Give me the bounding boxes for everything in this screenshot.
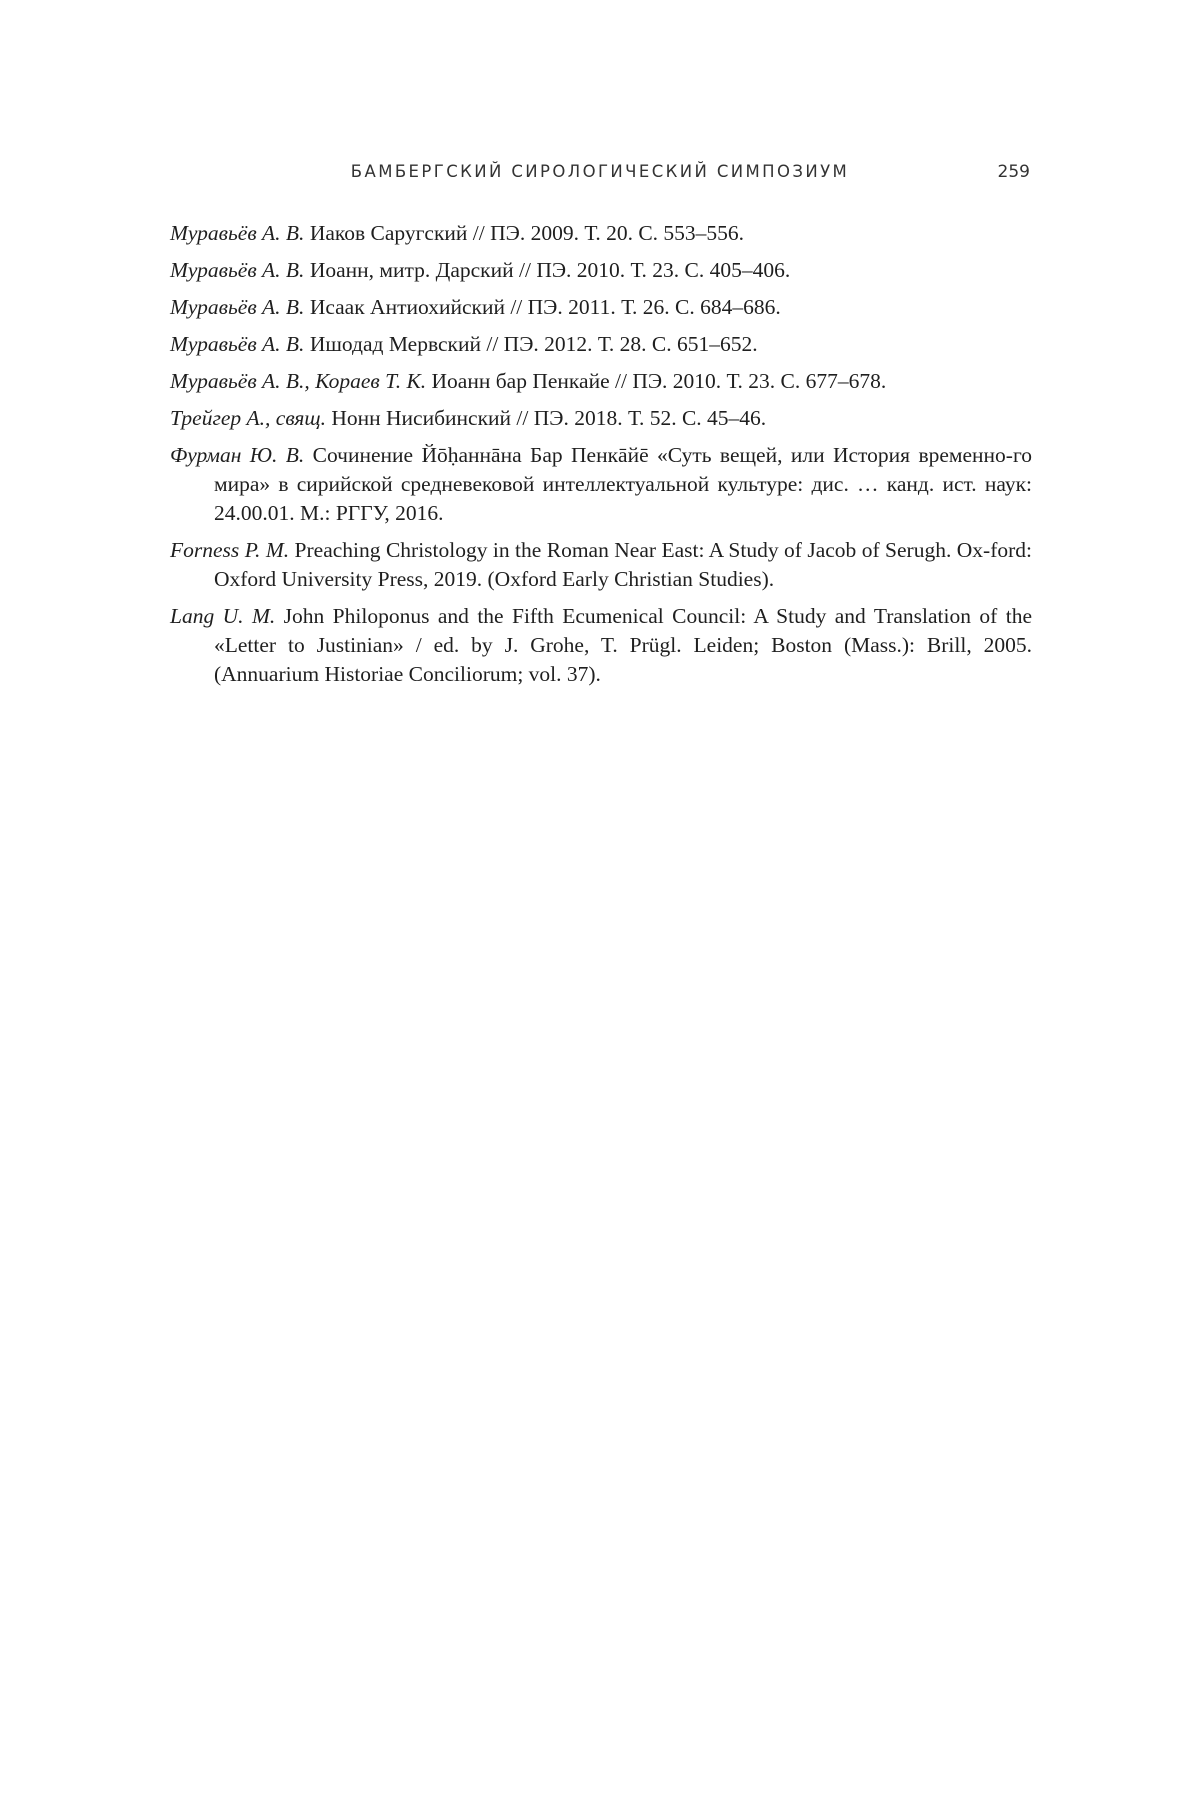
bibliography-entry [170,367,1032,396]
entry-text: Иоанн бар Пенкайе // ПЭ. 2010. Т. 23. С. 677–678. [426,369,887,393]
entry-text: Ишодад Мервский // ПЭ. 2012. Т. 28. С. 651–652. [304,332,758,356]
page-number: 259 [997,162,1030,182]
bibliography-entry [170,330,1032,359]
entry-text: Нонн Нисибинский // ПЭ. 2018. Т. 52. С. 45–46. [325,406,767,430]
entry-author: Lang U. M. [170,604,276,628]
bibliography-list [170,219,1032,697]
bibliography-entry [170,219,1032,248]
entry-author: Муравьёв А. В., Кораев Т. К. [170,369,427,393]
bibliography-entry [170,602,1032,689]
entry-author: Forness P. M. [170,538,290,562]
entry-author: Муравьёв А. В. [170,332,305,356]
bibliography-entry [170,441,1032,528]
entry-text: Preaching Christology in the Roman Near East: A Study of Jacob of Serugh. Ox-ford: Oxford University Press, 2019. (Oxford Early Christian Studies). [214,538,1032,591]
running-title: БАМБЕРГСКИЙ СИРОЛОГИЧЕСКИЙ СИМПОЗИУМ [350,162,850,181]
entry-author: Трейгер А., свящ. [170,406,326,430]
entry-text: Иаков Саругский // ПЭ. 2009. Т. 20. С. 553–556. [304,221,745,245]
entry-text: John Philoponus and the Fifth Ecumenical Council: A Study and Translation of the «Letter to Justinian» / ed. by J. Grohe, T. Prügl. Leiden; Boston (Mass.): Brill, 2005. (Annuarium Historiae Conciliorum; vol. 37). [214,604,1032,686]
entry-author: Муравьёв А. В. [170,258,305,282]
entry-text: Исаак Антиохийский // ПЭ. 2011. Т. 26. С. 684–686. [304,295,781,319]
bibliography-entry [170,256,1032,285]
entry-text: Сочинение Йōḥаннāна Бар Пенкāйē «Суть вещей, или История временно-го мира» в сирийской средневековой интеллектуальной культуре: дис. … канд. ист. наук: 24.00.01. М.: РГГУ, 2016. [214,443,1032,525]
entry-text: Иоанн, митр. Дарский // ПЭ. 2010. Т. 23. С. 405–406. [304,258,791,282]
entry-author: Муравьёв А. В. [170,295,305,319]
entry-author: Фурман Ю. В. [170,443,305,467]
bibliography-entry [170,293,1032,322]
entry-author: Муравьёв А. В. [170,221,305,245]
bibliography-entry [170,404,1032,433]
bibliography-entry [170,536,1032,594]
running-head [170,157,1030,187]
